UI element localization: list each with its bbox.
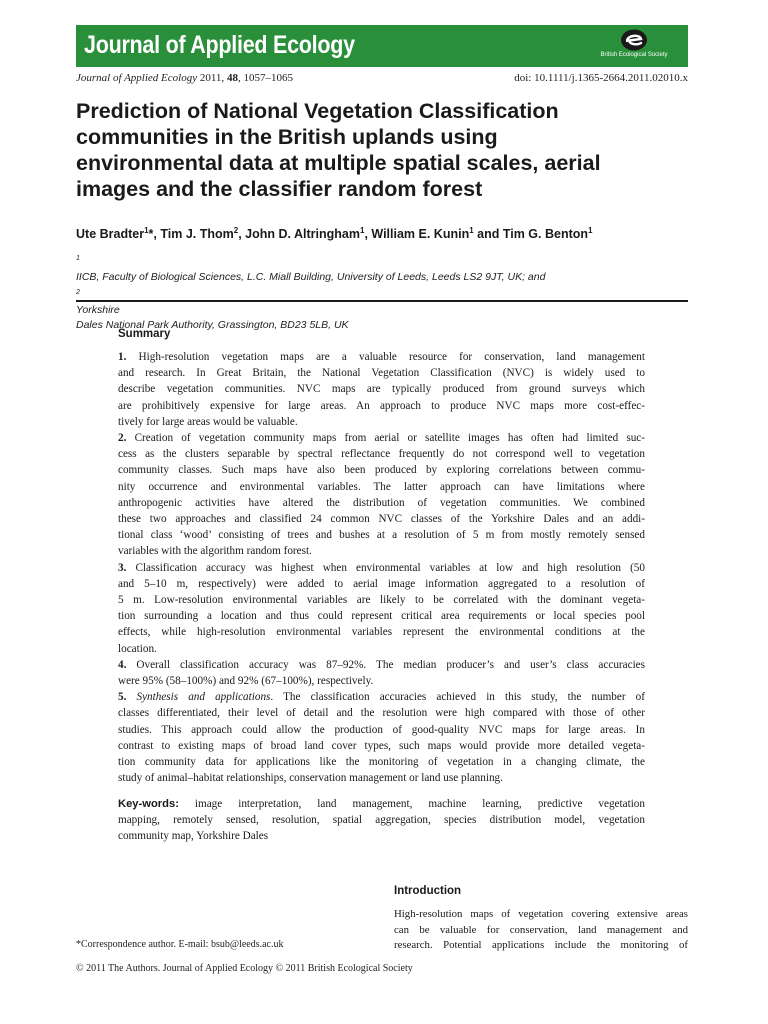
summary-line xyxy=(118,349,645,365)
synthesis-lead: Synthesis and applications xyxy=(126,691,271,704)
point-number: 5. xyxy=(118,691,127,704)
author-sep: , xyxy=(364,227,372,242)
author-name: John D. Altringham xyxy=(245,227,360,242)
line-text: Creation of vegetation community maps from aerial or satellite images has often had limited suc- xyxy=(126,432,645,445)
society-logo xyxy=(588,28,680,64)
introduction-heading: Introduction xyxy=(394,885,462,897)
summary-line: tively for large areas would be valuable. xyxy=(118,415,298,428)
author-sep: , xyxy=(153,227,161,242)
society-name: British Ecological Society xyxy=(600,52,668,58)
keywords-line: mapping, remotely sensed, resolution, spatial aggregation, species distribution model, vegetation xyxy=(118,814,645,827)
keywords-line xyxy=(118,796,645,812)
author-name: William E. Kunin xyxy=(371,227,470,242)
keywords-line: community map, Yorkshire Dales xyxy=(118,830,269,843)
summary-line: and 5–10 m, respectively) were added to aerial image information aggregated to a resolution of xyxy=(118,577,645,590)
summary-line: tion community data for applications like the monitoring of vegetation in a changing climate, the xyxy=(118,756,645,769)
affil-text: Yorkshire xyxy=(76,304,120,316)
journal-name: Journal of Applied Ecology xyxy=(84,31,355,59)
author-affil: 1 xyxy=(469,226,474,235)
author-affil: 1 xyxy=(588,226,593,235)
author-affil: 1 xyxy=(359,226,365,235)
affiliation-line xyxy=(76,251,688,318)
affil-sup: 1 xyxy=(76,255,80,262)
summary-line xyxy=(118,560,645,576)
summary-line: community classes. Such maps have also been produced by exploring correlations between commu- xyxy=(118,464,645,477)
citation-year: 2011, xyxy=(199,72,225,84)
author-name: Tim G. Benton xyxy=(502,227,589,242)
introduction-body xyxy=(394,907,688,954)
title-line: environmental data at multiple spatial scales, aerial xyxy=(76,151,601,175)
author-name: Tim J. Thom xyxy=(160,227,234,242)
summary-line: and research. In Great Britain, the National Vegetation Classification (NVC) is widely used to xyxy=(118,367,645,380)
summary-line xyxy=(118,657,645,673)
summary-line: describe vegetation communities. NVC maps are typically produced from ground surveys which xyxy=(118,383,645,396)
journal-italic: Journal of Applied Ecology xyxy=(76,72,198,84)
line-text: Overall classification accuracy was 87–92%. The median producer’s and user’s class accuracies xyxy=(126,658,645,671)
copyright-footer: © 2011 The Authors. Journal of Applied Ecology © 2011 British Ecological Society xyxy=(76,963,413,974)
point-number: 1. xyxy=(118,351,127,363)
affiliations xyxy=(76,251,688,333)
summary-line: these two approaches and classified 24 common NVC classes of the Yorkshire Dales and an addi- xyxy=(118,513,645,526)
summary-line: cess as the clusters separable by spectral reflectance frequently do not correspond well to vegetation xyxy=(118,448,645,461)
intro-line: High-resolution maps of vegetation covering extensive areas xyxy=(394,908,688,920)
summary-line: effects, while high-resolution environmental variables represent the environmental conditions at the xyxy=(118,626,645,639)
summary-line: anthropogenic activities have altered the distribution of vegetation communities. We combined xyxy=(118,496,645,509)
line-text: . The classification accuracies achieved in this study, the number of xyxy=(270,691,645,704)
title-line: communities in the British uplands using xyxy=(76,125,498,149)
summary-line: classes differentiated, their level of detail and the resolution were high compared with those of other xyxy=(118,707,645,720)
article-title xyxy=(76,98,688,202)
intro-line: research. Potential applications include the monitoring of xyxy=(394,939,688,951)
summary-line: study of animal–habitat relationships, conservation management or land use planning. xyxy=(118,772,503,785)
society-logo-icon xyxy=(619,28,649,52)
citation-volume: 48 xyxy=(226,72,238,84)
point-number: 4. xyxy=(118,658,127,671)
line-text: image interpretation, land management, machine learning, predictive vegetation xyxy=(178,798,645,810)
summary-line: tion surrounding a location and thus could represent critical area requirements or local species pool xyxy=(118,610,645,623)
author-sep: and xyxy=(473,227,503,242)
summary-line: variables with the algorithm random forest. xyxy=(118,545,312,558)
summary-line xyxy=(118,430,645,446)
title-line: images and the classifier random forest xyxy=(76,177,483,201)
affil-text: IICB, Faculty of Biological Sciences, L.C. Miall Building, University of Leeds, Leeds LS2 9JT, UK; and xyxy=(76,270,546,283)
keywords xyxy=(118,796,645,845)
line-text: Classification accuracy was highest when environmental variables at low and high resolution (50 xyxy=(126,561,645,574)
author-list xyxy=(76,226,592,241)
citation-line xyxy=(76,72,293,84)
summary-line: are prohibitively expensive for large areas. An approach to produce NVC maps more cost-effec- xyxy=(118,399,645,412)
affiliation-line: Dales National Park Authority, Grassington, BD23 5LB, UK xyxy=(76,319,349,331)
intro-line: can be valuable for conservation, land management and xyxy=(394,923,688,936)
point-number: 3. xyxy=(118,561,127,574)
point-number: 2. xyxy=(118,432,127,445)
affil-sup: 2 xyxy=(76,288,80,296)
author-name: Ute Bradter xyxy=(76,227,145,242)
summary-line: were 95% (58–100%) and 92% (67–100%), respectively. xyxy=(118,675,374,688)
summary-line: 5 m. Low-resolution environmental variables are likely to be correlated with the dominant vegeta- xyxy=(118,594,645,607)
citation-pages: , 1057–1065 xyxy=(237,72,293,84)
author-affil: 2 xyxy=(233,226,239,235)
author-sep: , xyxy=(238,227,246,242)
summary-heading: Summary xyxy=(118,328,171,340)
summary-line: tional class ‘wood’ consisting of trees and bushes at a resolution of 5 m from mostly remotely sensed xyxy=(118,529,645,542)
summary-line: studies. This approach could allow the production of good-quality NVC maps for large areas. In xyxy=(118,723,645,736)
summary-line xyxy=(118,689,645,705)
corresponding-star: * xyxy=(148,227,154,242)
line-text: High-resolution vegetation maps are a valuable resource for conservation, land management xyxy=(126,351,645,363)
header-divider xyxy=(76,300,688,302)
journal-banner xyxy=(76,25,688,67)
summary-line: contrast to existing maps of broad land cover types, such maps would provide more detailed vegeta- xyxy=(118,739,645,752)
summary-body xyxy=(118,349,645,786)
summary-line: location. xyxy=(118,642,157,655)
correspondence-note: *Correspondence author. E-mail: bsub@leeds.ac.uk xyxy=(76,939,284,950)
summary-line: nity occurrence and environmental variables. The latter approach can have limitations where xyxy=(118,480,645,493)
title-line: Prediction of National Vegetation Classification xyxy=(76,99,559,123)
author-affil: 1 xyxy=(144,226,149,235)
doi: doi: 10.1111/j.1365-2664.2011.02010.x xyxy=(514,72,688,84)
keywords-label: Key-words: xyxy=(118,798,179,810)
